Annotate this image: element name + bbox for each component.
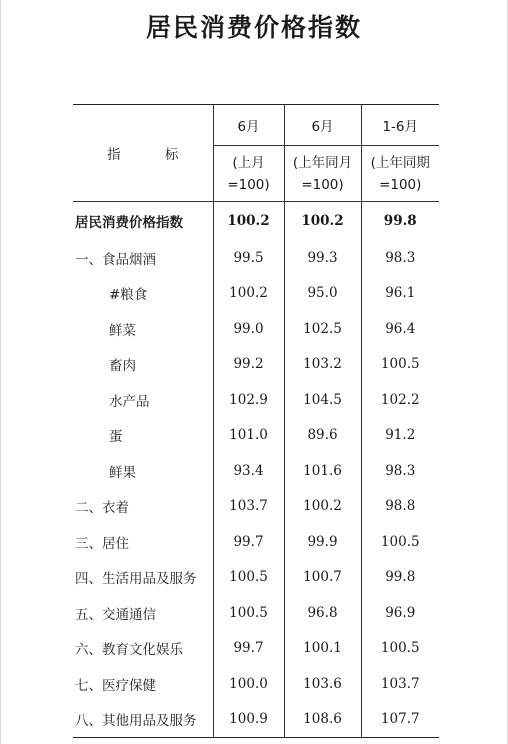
table-row	[73, 202, 439, 241]
yoy-value: 102.5	[284, 311, 361, 347]
yoy-value: 108.6	[284, 702, 361, 738]
row-label: 八、其他用品及服务	[75, 713, 197, 730]
yoy-value: 95.0	[284, 276, 361, 312]
mom-value: 99.7	[213, 524, 284, 560]
mom-value: 99.2	[213, 347, 284, 383]
table-row	[73, 595, 439, 631]
yoy-value: 103.2	[284, 347, 361, 383]
table-row	[73, 489, 439, 525]
mom-value: 99.0	[213, 311, 284, 347]
mom-value: 100.5	[213, 595, 284, 631]
row-label: 四、生活用品及服务	[75, 571, 197, 588]
row-label: 六、教育文化娱乐	[75, 642, 183, 659]
table-row	[73, 666, 439, 702]
ytd-value: 96.1	[361, 276, 439, 312]
yoy-value: 96.8	[284, 595, 361, 631]
table-row	[73, 276, 439, 312]
table-row	[73, 631, 439, 667]
mom-value: 102.9	[213, 382, 284, 418]
table-row	[73, 311, 439, 347]
mom-value: 99.5	[213, 240, 284, 276]
table-row	[73, 418, 439, 454]
ytd-value: 102.2	[361, 382, 439, 418]
ytd-value: 99.8	[361, 202, 439, 241]
mom-value: 99.7	[213, 631, 284, 667]
table-row	[73, 240, 439, 276]
col3-base-line2: =100)	[379, 176, 422, 193]
row-label: 一、食品烟酒	[75, 251, 156, 268]
ytd-value: 98.3	[361, 240, 439, 276]
table-header	[73, 105, 439, 202]
ytd-value: 103.7	[361, 666, 439, 702]
yoy-value: 103.6	[284, 666, 361, 702]
row-label: 蛋	[109, 429, 123, 446]
ytd-value: 107.7	[361, 702, 439, 738]
yoy-value: 100.1	[284, 631, 361, 667]
ytd-value: 100.5	[361, 524, 439, 560]
row-label: 居民消费价格指数	[75, 215, 183, 231]
yoy-value: 99.9	[284, 524, 361, 560]
mom-value: 100.2	[213, 276, 284, 312]
row-label: 鲜菜	[109, 322, 136, 339]
row-label: 二、衣着	[75, 500, 129, 517]
ytd-value: 100.5	[361, 631, 439, 667]
mom-value: 93.4	[213, 453, 284, 489]
table-body	[73, 202, 439, 738]
ytd-value: 96.4	[361, 311, 439, 347]
ytd-value: 98.3	[361, 453, 439, 489]
row-label: 畜肉	[109, 358, 136, 375]
table-row	[73, 560, 439, 596]
col2-base	[284, 146, 361, 202]
ytd-value: 98.8	[361, 489, 439, 525]
col3-base	[361, 146, 439, 202]
col1-base-line1: (上月	[232, 154, 265, 171]
mom-value: 103.7	[213, 489, 284, 525]
row-label: 三、居住	[75, 535, 129, 552]
yoy-value: 101.6	[284, 453, 361, 489]
ytd-value: 99.8	[361, 560, 439, 596]
ytd-value: 100.5	[361, 347, 439, 383]
yoy-value: 100.7	[284, 560, 361, 596]
row-label: #粮食	[109, 287, 148, 304]
yoy-value: 99.3	[284, 240, 361, 276]
col1-period: 6月	[213, 105, 284, 146]
row-label: 水产品	[109, 393, 150, 410]
page-title: 居民消费价格指数	[145, 13, 362, 42]
col2-base-line1: (上年同月	[292, 154, 353, 171]
table-row	[73, 347, 439, 383]
row-label: 五、交通通信	[75, 606, 156, 623]
ytd-value: 91.2	[361, 418, 439, 454]
mom-value: 100.5	[213, 560, 284, 596]
table-row	[73, 453, 439, 489]
col1-base	[213, 146, 284, 202]
col3-period: 1-6月	[361, 105, 439, 146]
mom-value: 101.0	[213, 418, 284, 454]
yoy-value: 89.6	[284, 418, 361, 454]
indicator-header: 指 标	[107, 147, 199, 163]
table-row	[73, 702, 439, 738]
mom-value: 100.9	[213, 702, 284, 738]
yoy-value: 100.2	[284, 489, 361, 525]
col1-base-line2: =100)	[227, 176, 270, 193]
col3-base-line1: (上年同期	[370, 154, 430, 171]
yoy-value: 104.5	[284, 382, 361, 418]
yoy-value: 100.2	[284, 202, 361, 241]
table-row	[73, 524, 439, 560]
col2-period: 6月	[284, 105, 361, 146]
row-label: 七、医疗保健	[75, 677, 156, 694]
row-label: 鲜果	[109, 464, 136, 481]
table-row	[73, 382, 439, 418]
col2-base-line2: =100)	[301, 176, 344, 193]
cpi-table	[73, 104, 439, 738]
ytd-value: 96.9	[361, 595, 439, 631]
mom-value: 100.2	[213, 202, 284, 241]
mom-value: 100.0	[213, 666, 284, 702]
